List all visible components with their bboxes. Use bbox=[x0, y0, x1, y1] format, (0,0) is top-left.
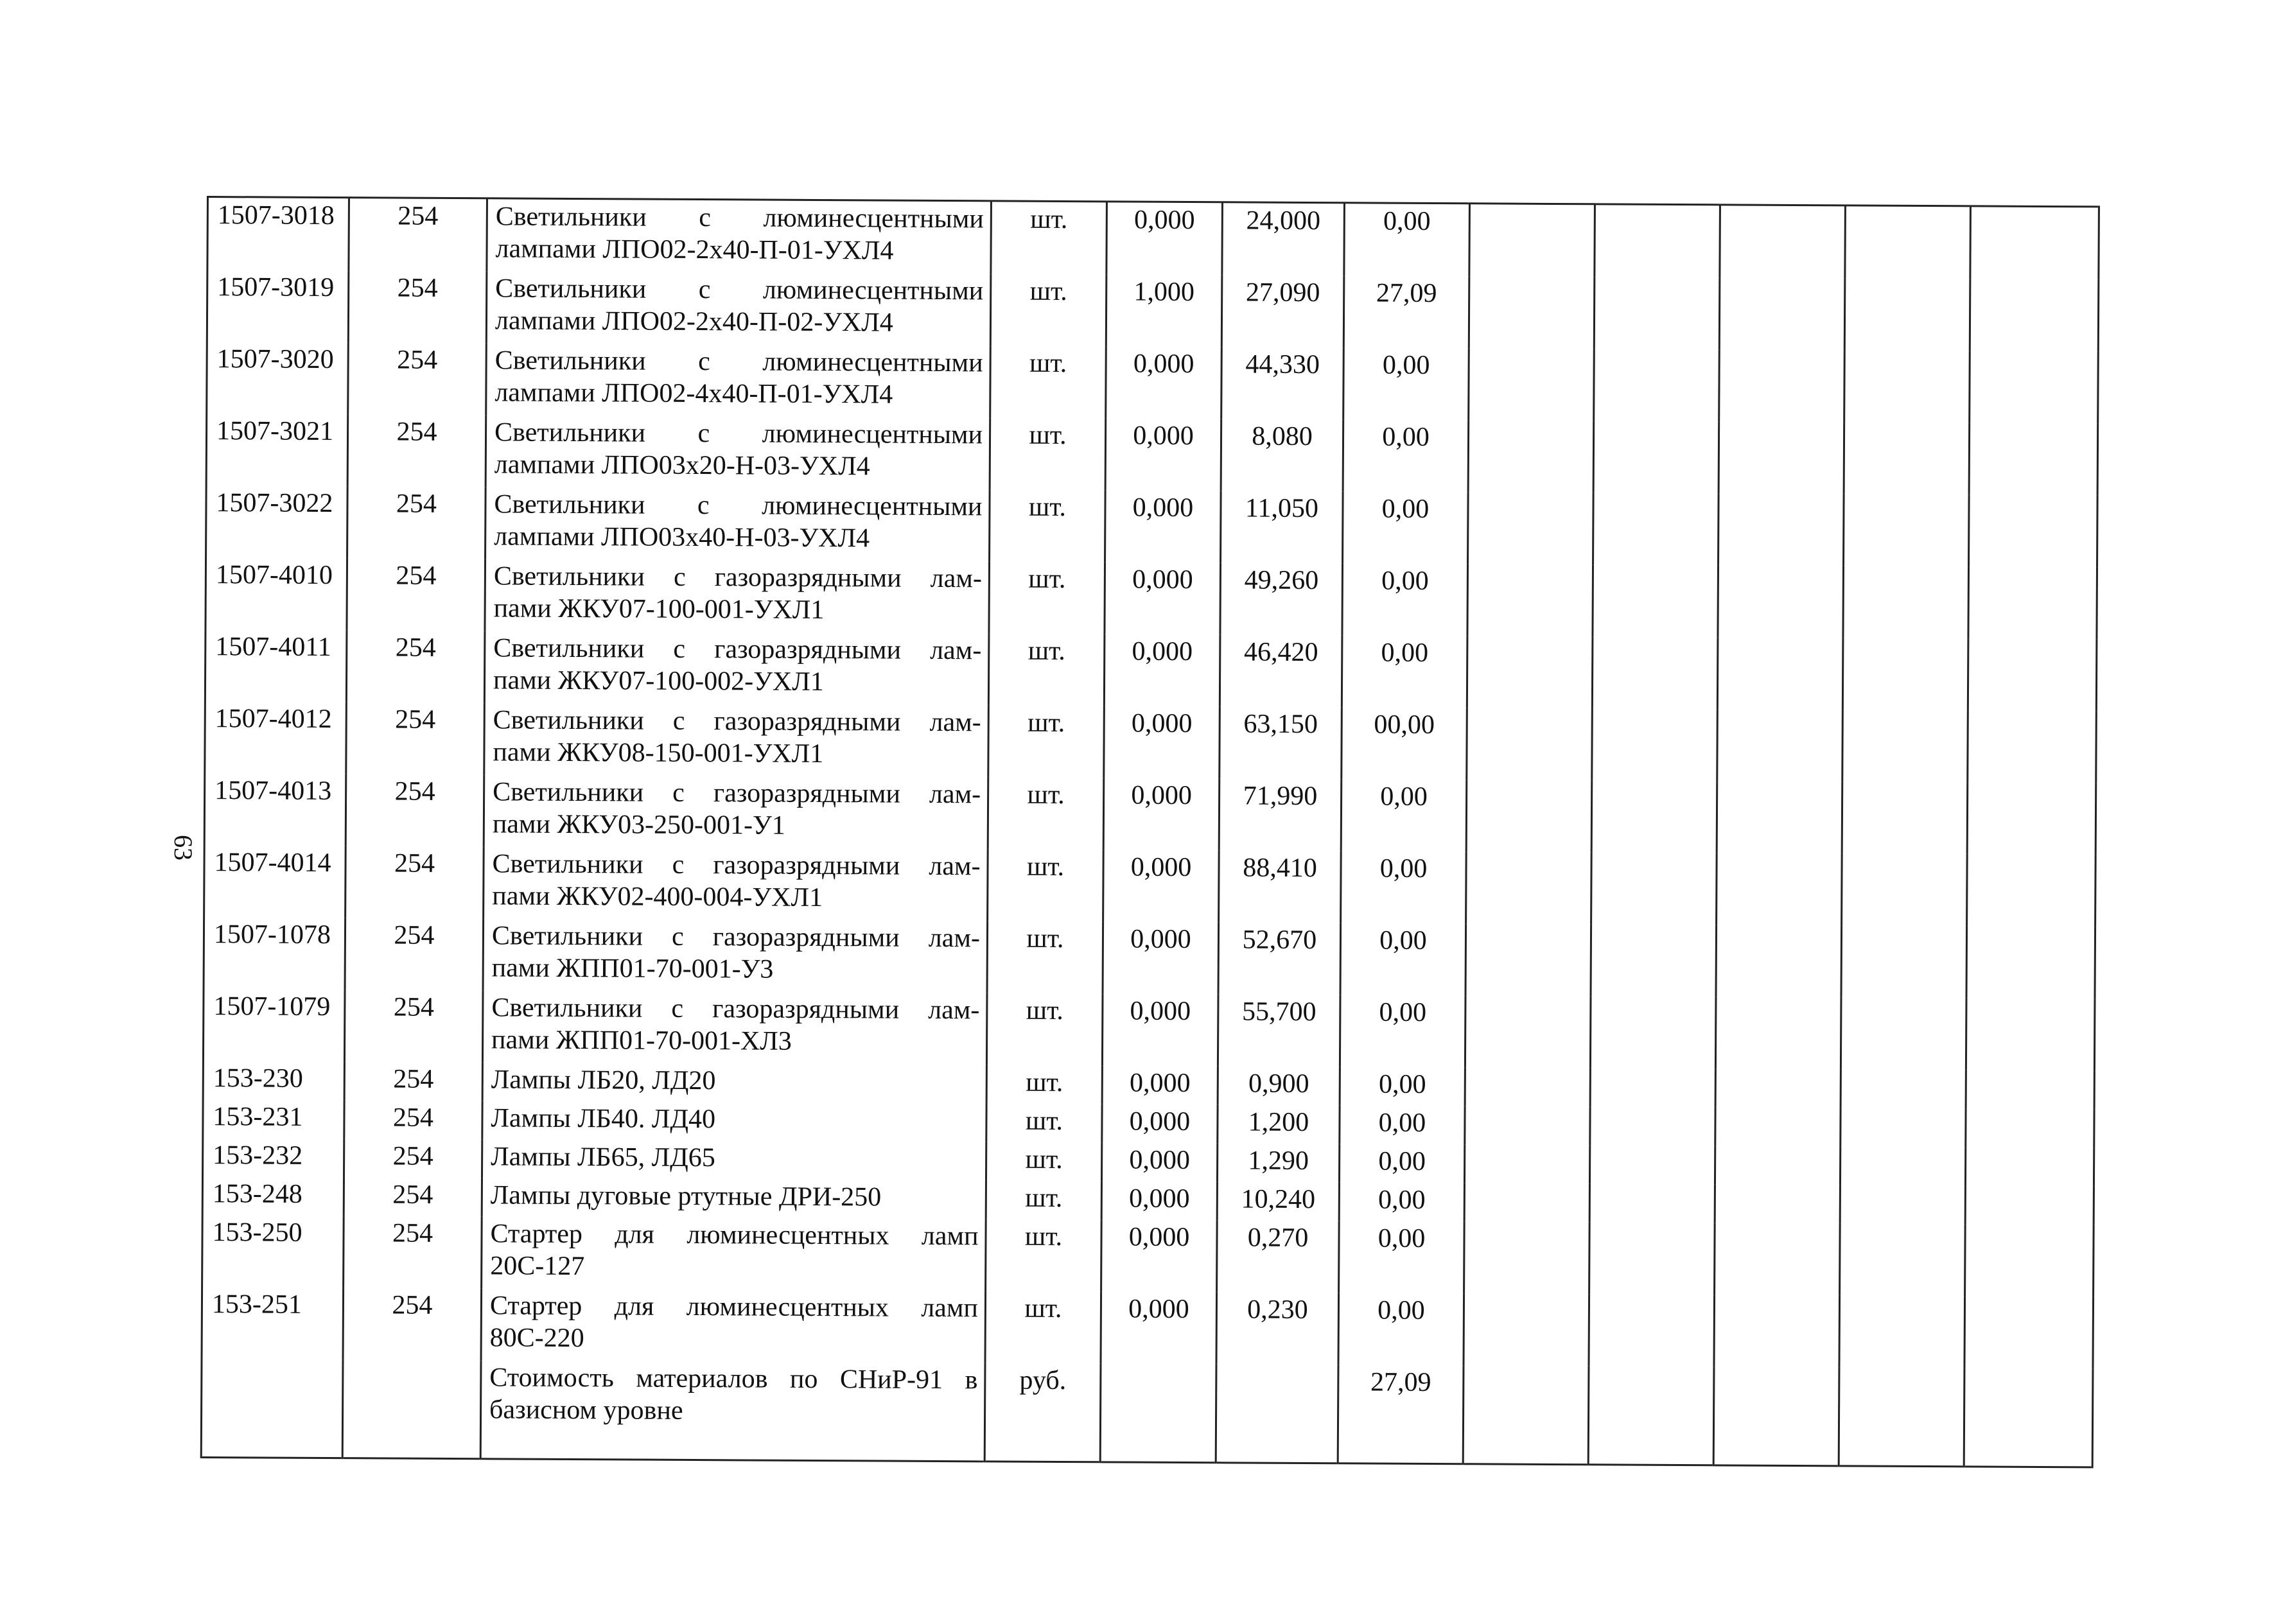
row-code: 153-251 bbox=[202, 1287, 344, 1359]
empty-cell bbox=[1595, 204, 1720, 278]
row-quantity: 0,000 bbox=[1102, 993, 1218, 1066]
empty-cell bbox=[1467, 636, 1593, 708]
row-number: 254 bbox=[345, 846, 484, 918]
row-price: 88,410 bbox=[1219, 850, 1342, 923]
empty-cell bbox=[1969, 494, 2098, 567]
empty-cell bbox=[1965, 1185, 2094, 1225]
row-code: 1507-3022 bbox=[206, 485, 348, 558]
row-sum: 0,00 bbox=[1339, 1182, 1464, 1221]
row-description bbox=[482, 1178, 986, 1219]
empty-cell bbox=[1593, 421, 1719, 493]
description-line-2: 80С-220 bbox=[489, 1323, 584, 1354]
row-unit: шт. bbox=[991, 201, 1107, 274]
row-price: 0,900 bbox=[1218, 1066, 1340, 1105]
empty-cell bbox=[1590, 1068, 1715, 1107]
description-line-1: Светильники с газоразрядными лам- bbox=[491, 993, 980, 1026]
empty-cell bbox=[1718, 565, 1844, 638]
empty-cell bbox=[1841, 997, 1966, 1070]
row-description bbox=[484, 846, 988, 921]
empty-cell bbox=[1715, 1107, 1841, 1146]
empty-cell bbox=[1466, 851, 1592, 924]
row-price: 27,090 bbox=[1221, 275, 1344, 347]
empty-cell bbox=[1589, 1183, 1715, 1223]
empty-cell bbox=[1717, 709, 1843, 781]
row-number: 254 bbox=[348, 270, 487, 343]
row-quantity: 0,000 bbox=[1103, 850, 1220, 922]
description-line-2: лампами ЛПО03х20-Н-03-УХЛ4 bbox=[494, 450, 870, 482]
row-description bbox=[482, 1101, 986, 1142]
empty-cell bbox=[1593, 564, 1719, 637]
empty-cell bbox=[1965, 1224, 2094, 1297]
table-row bbox=[203, 989, 2095, 1070]
row-description bbox=[486, 343, 991, 417]
row-code: 1507-4012 bbox=[205, 701, 347, 774]
empty-cell bbox=[1715, 1184, 1840, 1223]
row-sum: 0,00 bbox=[1344, 203, 1470, 277]
row-sum: 00,00 bbox=[1342, 707, 1467, 780]
empty-cell bbox=[1464, 1293, 1589, 1366]
row-number: 254 bbox=[346, 702, 485, 774]
description-line-1: Стартер для люминесцентных ламп bbox=[489, 1291, 979, 1323]
empty-cell bbox=[1591, 924, 1717, 997]
empty-cell bbox=[1970, 206, 2099, 280]
total-unit: руб. bbox=[984, 1363, 1101, 1462]
description-line-2: лампами ЛПО02-2х40-П-01-УХЛ4 bbox=[495, 234, 894, 266]
total-row bbox=[201, 1359, 2093, 1467]
row-sum: 0,00 bbox=[1340, 1067, 1465, 1106]
row-price: 8,080 bbox=[1221, 419, 1343, 491]
row-description bbox=[486, 271, 991, 345]
row-number: 254 bbox=[347, 414, 486, 487]
row-unit: шт. bbox=[988, 849, 1104, 921]
row-unit: шт. bbox=[986, 1219, 1102, 1291]
row-unit: шт. bbox=[986, 993, 1103, 1065]
empty-cell bbox=[1591, 852, 1717, 925]
row-code: 153-231 bbox=[203, 1099, 344, 1139]
empty-cell bbox=[1844, 422, 1970, 494]
empty-cell bbox=[1965, 1147, 2094, 1186]
empty-cell bbox=[1714, 1295, 1840, 1367]
row-unit: шт. bbox=[988, 705, 1105, 778]
row-description bbox=[485, 415, 990, 489]
empty-cell bbox=[1589, 1294, 1715, 1366]
row-description bbox=[482, 1216, 986, 1291]
empty-cell bbox=[1715, 997, 1841, 1069]
description-line-2: 20С-127 bbox=[490, 1251, 585, 1282]
empty-cell bbox=[1589, 1222, 1715, 1295]
row-price: 63,150 bbox=[1220, 706, 1342, 779]
row-quantity: 0,000 bbox=[1105, 562, 1221, 634]
empty-cell bbox=[1842, 638, 1968, 710]
row-number: 254 bbox=[344, 1216, 482, 1288]
empty-cell bbox=[1592, 708, 1718, 781]
row-unit: шт. bbox=[986, 1142, 1101, 1181]
row-price: 1,200 bbox=[1218, 1104, 1340, 1144]
row-quantity: 0,000 bbox=[1102, 1104, 1218, 1143]
description-line-2: пами ЖКУ02-400-004-УХЛ1 bbox=[492, 881, 823, 913]
row-quantity: 0,000 bbox=[1101, 1219, 1218, 1292]
row-number: 254 bbox=[344, 1177, 482, 1216]
table-row bbox=[204, 845, 2096, 927]
description-line-2: лампами ЛПО03х40-Н-03-УХЛ4 bbox=[494, 521, 870, 554]
row-sum: 0,00 bbox=[1338, 1293, 1464, 1365]
row-price: 44,330 bbox=[1221, 347, 1344, 419]
empty-cell bbox=[1713, 1366, 1839, 1466]
row-quantity: 0,000 bbox=[1102, 1065, 1218, 1104]
row-number: 254 bbox=[344, 1100, 482, 1139]
empty-cell bbox=[1465, 923, 1591, 996]
empty-cell bbox=[1719, 277, 1845, 350]
row-description bbox=[482, 990, 987, 1065]
empty-cell bbox=[1842, 710, 1968, 782]
row-price: 55,700 bbox=[1218, 994, 1340, 1067]
description-line-1: Лампы ЛБ65, ЛД65 bbox=[491, 1142, 715, 1173]
empty-cell bbox=[1966, 998, 2095, 1070]
row-quantity: 0,000 bbox=[1106, 202, 1223, 275]
empty-cell bbox=[1464, 1183, 1589, 1222]
description-line-1: Светильники с газоразрядными лам- bbox=[493, 561, 983, 594]
table-row bbox=[202, 1287, 2094, 1368]
row-description bbox=[481, 1288, 986, 1363]
row-unit: шт. bbox=[986, 1180, 1101, 1219]
row-price: 0,230 bbox=[1216, 1292, 1339, 1365]
empty-cell bbox=[1717, 781, 1842, 853]
empty-cell bbox=[1468, 420, 1594, 493]
row-code: 153-232 bbox=[203, 1138, 344, 1177]
row-code: 1507-4013 bbox=[204, 773, 346, 846]
row-sum: 27,09 bbox=[1343, 275, 1469, 348]
description-line-2: пами ЖКУ03-250-001-У1 bbox=[492, 809, 785, 841]
row-code: 153-248 bbox=[202, 1176, 344, 1216]
row-unit: шт. bbox=[987, 921, 1103, 993]
empty-cell bbox=[1841, 1069, 1966, 1108]
description-line-1: Лампы ЛБ20, ЛД20 bbox=[491, 1065, 716, 1096]
row-price: 49,260 bbox=[1220, 563, 1343, 635]
table-row bbox=[205, 629, 2097, 711]
description-line-1: Светильники с газоразрядными лам- bbox=[492, 849, 981, 882]
empty-cell bbox=[1719, 349, 1845, 422]
row-unit: шт. bbox=[989, 561, 1105, 634]
row-sum: 0,00 bbox=[1343, 347, 1469, 420]
row-number: 254 bbox=[348, 342, 487, 415]
description-line-1: Светильники с люминесцентными bbox=[494, 489, 983, 522]
empty-cell bbox=[1467, 564, 1593, 636]
empty-cell bbox=[1469, 348, 1595, 421]
row-unit: шт. bbox=[990, 489, 1106, 562]
row-description bbox=[484, 774, 988, 849]
empty-cell bbox=[1594, 349, 1720, 421]
row-code: 1507-4014 bbox=[204, 845, 346, 918]
description-line-2: пами ЖКУ08-150-001-УХЛ1 bbox=[493, 737, 824, 769]
row-sum: 0,00 bbox=[1342, 563, 1468, 636]
table-row bbox=[207, 342, 2099, 423]
empty-cell bbox=[1966, 926, 2095, 999]
row-code: 1507-4011 bbox=[205, 629, 347, 702]
empty-cell bbox=[1591, 780, 1717, 853]
empty-cell bbox=[1720, 205, 1846, 279]
empty-cell bbox=[1966, 1070, 2094, 1109]
row-price: 52,670 bbox=[1218, 922, 1341, 995]
total-sum: 27,09 bbox=[1338, 1365, 1464, 1464]
row-code: 1507-3020 bbox=[207, 342, 349, 414]
row-code: 1507-3018 bbox=[207, 197, 349, 271]
row-code: 1507-1079 bbox=[203, 989, 345, 1061]
description-line-1: Светильники с люминесцентными bbox=[495, 202, 984, 234]
row-quantity: 0,000 bbox=[1104, 706, 1220, 778]
row-quantity: 0,000 bbox=[1101, 1291, 1217, 1364]
empty-cell bbox=[201, 1359, 343, 1458]
row-number: 254 bbox=[343, 1288, 482, 1360]
empty-cell bbox=[342, 1359, 481, 1459]
empty-cell bbox=[1970, 351, 2099, 423]
empty-cell bbox=[1970, 279, 2099, 351]
empty-cell bbox=[1717, 853, 1842, 925]
empty-cell bbox=[1844, 350, 1970, 423]
row-quantity: 0,000 bbox=[1103, 778, 1220, 850]
row-unit: шт. bbox=[988, 777, 1104, 850]
empty-cell bbox=[1841, 1108, 1966, 1147]
empty-cell bbox=[1840, 1185, 1965, 1224]
row-sum: 0,00 bbox=[1340, 995, 1465, 1067]
row-description bbox=[484, 631, 989, 705]
description-line-1: Светильники с газоразрядными лам- bbox=[493, 633, 982, 666]
empty-cell bbox=[1839, 1367, 1964, 1467]
row-number: 254 bbox=[344, 1061, 482, 1101]
row-number: 254 bbox=[345, 774, 484, 846]
row-code: 1507-3019 bbox=[207, 270, 349, 342]
row-unit: шт. bbox=[988, 633, 1105, 706]
empty-cell bbox=[1844, 494, 1970, 566]
empty-cell bbox=[1465, 1067, 1590, 1106]
table-row bbox=[202, 1215, 2094, 1297]
row-price: 0,270 bbox=[1217, 1220, 1340, 1293]
empty-cell bbox=[1840, 1146, 1965, 1185]
description-line-2: пами ЖПП01-70-001-ХЛ3 bbox=[491, 1025, 792, 1056]
row-number: 254 bbox=[347, 558, 485, 631]
empty-cell bbox=[1100, 1363, 1216, 1462]
row-price: 71,990 bbox=[1219, 778, 1342, 851]
row-sum: 0,00 bbox=[1342, 635, 1467, 708]
description-line-1: Светильники с люминесцентными bbox=[494, 345, 983, 378]
row-price: 46,420 bbox=[1220, 634, 1342, 707]
table-row bbox=[206, 485, 2098, 567]
description-line-1: Стартер для люминесцентных ламп bbox=[490, 1219, 979, 1252]
empty-cell bbox=[1468, 492, 1594, 564]
empty-cell bbox=[1590, 1106, 1715, 1146]
empty-cell bbox=[1839, 1295, 1965, 1368]
empty-cell bbox=[1969, 423, 2098, 495]
row-quantity: 0,000 bbox=[1106, 346, 1222, 419]
row-unit: шт. bbox=[985, 1291, 1101, 1363]
empty-cell bbox=[1719, 421, 1844, 494]
table-row bbox=[207, 197, 2099, 280]
row-sum: 0,00 bbox=[1339, 1221, 1465, 1293]
row-price: 11,050 bbox=[1221, 491, 1343, 563]
row-price: 24,000 bbox=[1222, 202, 1345, 275]
row-unit: шт. bbox=[986, 1103, 1102, 1142]
description-line-2: лампами ЛПО02-4х40-П-01-УХЛ4 bbox=[494, 378, 893, 410]
description-line-2: лампами ЛПО02-2х40-П-02-УХЛ4 bbox=[494, 306, 893, 338]
row-sum: 0,00 bbox=[1343, 419, 1469, 492]
empty-cell bbox=[1843, 566, 1969, 638]
row-code: 1507-3021 bbox=[206, 414, 348, 486]
row-code: 153-250 bbox=[202, 1215, 344, 1288]
row-code: 153-230 bbox=[203, 1061, 344, 1100]
row-number: 254 bbox=[346, 630, 485, 703]
row-number: 254 bbox=[349, 198, 487, 272]
row-sum: 0,00 bbox=[1340, 1105, 1465, 1144]
empty-cell bbox=[1715, 1146, 1840, 1185]
row-number: 254 bbox=[344, 990, 483, 1062]
total-description bbox=[480, 1360, 985, 1462]
empty-cell bbox=[1464, 1221, 1590, 1294]
description-line-2: пами ЖКУ07-100-001-УХЛ1 bbox=[493, 593, 825, 625]
table-row bbox=[206, 414, 2098, 495]
row-sum: 0,00 bbox=[1340, 923, 1466, 995]
description-line-1: Стоимость материалов по СНиР-91 в bbox=[489, 1363, 978, 1395]
row-sum: 0,00 bbox=[1339, 1144, 1464, 1183]
empty-cell bbox=[1842, 781, 1968, 854]
empty-cell bbox=[1469, 276, 1595, 349]
row-description bbox=[482, 1139, 986, 1180]
empty-cell bbox=[1216, 1364, 1338, 1463]
empty-cell bbox=[1968, 638, 2097, 711]
empty-cell bbox=[1593, 493, 1719, 565]
row-quantity: 1,000 bbox=[1106, 274, 1222, 347]
empty-cell bbox=[1968, 566, 2097, 639]
row-sum: 0,00 bbox=[1341, 851, 1467, 923]
empty-cell bbox=[1466, 780, 1592, 852]
table-row bbox=[206, 557, 2097, 639]
row-quantity: 0,000 bbox=[1105, 490, 1221, 563]
table-row bbox=[207, 270, 2099, 351]
empty-cell bbox=[1968, 710, 2097, 783]
empty-cell bbox=[1463, 1365, 1589, 1465]
row-description bbox=[487, 198, 992, 274]
empty-cell bbox=[1964, 1368, 2093, 1467]
empty-cell bbox=[1964, 1296, 2094, 1368]
row-quantity: 0,000 bbox=[1103, 921, 1219, 994]
description-line-1: Лампы дуговые ртутные ДРИ-250 bbox=[490, 1180, 882, 1212]
description-line-1: Светильники с люминесцентными bbox=[494, 417, 983, 450]
row-description bbox=[482, 1062, 986, 1103]
row-code: 1507-4010 bbox=[206, 557, 347, 630]
description-line-2: пами ЖКУ07-100-002-УХЛ1 bbox=[493, 665, 824, 697]
row-unit: шт. bbox=[990, 417, 1106, 490]
empty-cell bbox=[1845, 205, 1971, 279]
empty-cell bbox=[1715, 1223, 1841, 1295]
table-row bbox=[205, 701, 2097, 783]
row-unit: шт. bbox=[990, 345, 1106, 418]
row-sum: 0,00 bbox=[1341, 779, 1467, 851]
description-line-1: Светильники с люминесцентными bbox=[495, 274, 984, 306]
row-unit: шт. bbox=[990, 274, 1106, 346]
empty-cell bbox=[1588, 1366, 1714, 1465]
empty-cell bbox=[1716, 925, 1842, 997]
empty-cell bbox=[1715, 1069, 1841, 1108]
empty-cell bbox=[1842, 853, 1968, 926]
empty-cell bbox=[1469, 204, 1595, 277]
empty-cell bbox=[1594, 277, 1720, 349]
empty-cell bbox=[1844, 278, 1970, 351]
empty-cell bbox=[1465, 995, 1591, 1068]
row-number: 254 bbox=[345, 918, 484, 990]
row-sum: 0,00 bbox=[1343, 491, 1469, 564]
row-description bbox=[484, 703, 989, 777]
table-row bbox=[204, 917, 2095, 999]
row-number: 254 bbox=[344, 1139, 482, 1178]
empty-cell bbox=[1467, 708, 1593, 780]
description-line-1: Лампы ЛБ40. ЛД40 bbox=[491, 1103, 716, 1135]
description-line-1: Светильники с газоразрядными лам- bbox=[493, 777, 981, 810]
row-price: 10,240 bbox=[1217, 1182, 1339, 1221]
empty-cell bbox=[1841, 925, 1967, 998]
description-line-2: пами ЖПП01-70-001-У3 bbox=[491, 953, 774, 984]
description-line-1: Светильники с газоразрядными лам- bbox=[493, 705, 981, 738]
row-description bbox=[485, 487, 990, 561]
row-quantity: 0,000 bbox=[1104, 634, 1220, 706]
empty-cell bbox=[1589, 1145, 1715, 1184]
empty-cell bbox=[1967, 854, 2096, 927]
empty-cell bbox=[1465, 1106, 1590, 1145]
page-number: 63 bbox=[169, 835, 198, 860]
row-number: 254 bbox=[347, 486, 486, 559]
description-line-2: базисном уровне bbox=[489, 1395, 683, 1426]
empty-cell bbox=[1966, 1108, 2094, 1148]
table-row bbox=[204, 773, 2096, 855]
description-line-1: Светильники с газоразрядными лам- bbox=[491, 921, 981, 954]
empty-cell bbox=[1717, 637, 1843, 710]
row-quantity: 0,000 bbox=[1101, 1181, 1217, 1220]
row-unit: шт. bbox=[986, 1065, 1102, 1104]
row-code: 1507-1078 bbox=[204, 917, 345, 990]
empty-cell bbox=[1592, 636, 1718, 709]
empty-cell bbox=[1719, 493, 1844, 566]
empty-cell bbox=[1590, 996, 1716, 1069]
materials-table bbox=[200, 196, 2098, 1506]
row-quantity: 0,000 bbox=[1101, 1142, 1217, 1182]
row-quantity: 0,000 bbox=[1105, 418, 1221, 491]
row-price: 1,290 bbox=[1217, 1143, 1339, 1182]
row-description bbox=[483, 918, 988, 993]
empty-cell bbox=[1967, 782, 2096, 855]
row-description bbox=[485, 559, 990, 633]
empty-cell bbox=[1464, 1144, 1589, 1183]
empty-cell bbox=[1840, 1223, 1966, 1296]
